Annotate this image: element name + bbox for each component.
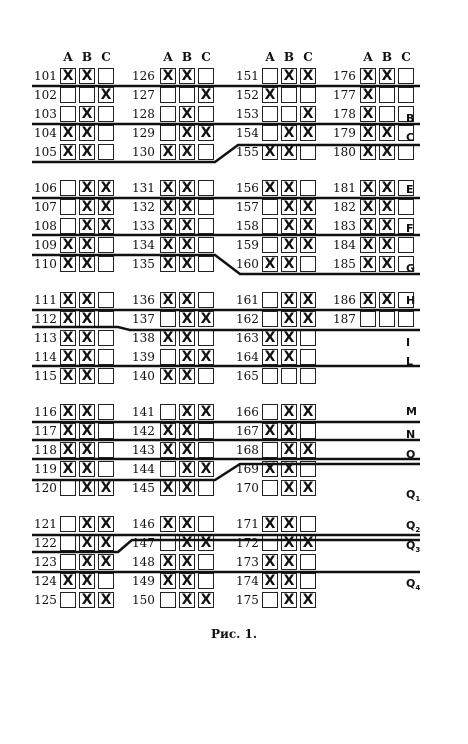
answer-box: X (198, 592, 214, 608)
group-label: $Q_1$ (406, 488, 421, 504)
row-number: 148 (132, 555, 155, 569)
group-label: O (406, 448, 416, 461)
group-label: N (406, 428, 416, 441)
answer-box: X (98, 218, 114, 234)
answer-box: X (379, 292, 395, 308)
answer-box: X (179, 461, 195, 477)
column-header: C (303, 50, 313, 64)
label-subscript: 1 (415, 495, 421, 504)
answer-box: X (179, 404, 195, 420)
answer-box: X (79, 330, 95, 346)
group-label: E (406, 183, 414, 196)
row-number: 103 (34, 107, 57, 121)
column-header: A (363, 50, 373, 64)
answer-box: X (179, 592, 195, 608)
row-number: 164 (236, 350, 259, 364)
answer-box: X (79, 180, 95, 196)
row-number: 153 (236, 107, 259, 121)
column-header: B (81, 50, 93, 64)
row-number: 151 (236, 69, 259, 83)
row-number: 135 (132, 257, 155, 271)
row-number: 180 (333, 145, 356, 159)
row-number: 139 (132, 350, 155, 364)
answer-box: X (79, 292, 95, 308)
answer-box: X (160, 516, 176, 532)
answer-box: X (79, 68, 95, 84)
group-label: G (406, 262, 416, 275)
answer-box: X (281, 144, 297, 160)
answer-box: X (300, 125, 316, 141)
row-number: 183 (333, 219, 356, 233)
column-header: A (163, 50, 173, 64)
row-number: 146 (132, 517, 155, 531)
row-number: 170 (236, 481, 259, 495)
separator-line (32, 327, 420, 330)
row-number: 182 (333, 200, 356, 214)
answer-box: X (98, 592, 114, 608)
row-number: 186 (333, 293, 356, 307)
answer-box: X (300, 68, 316, 84)
answer-box: X (79, 592, 95, 608)
answer-box: X (160, 68, 176, 84)
answer-box: X (281, 292, 297, 308)
answer-box: X (379, 218, 395, 234)
answer-box: X (60, 461, 76, 477)
row-number: 127 (132, 88, 155, 102)
row-number: 167 (236, 424, 259, 438)
row-number: 187 (333, 312, 356, 326)
column-header: A (265, 50, 275, 64)
answer-box: X (300, 292, 316, 308)
answer-box: X (198, 461, 214, 477)
row-number: 185 (333, 257, 356, 271)
column-header: A (63, 50, 73, 64)
separator-line (32, 145, 420, 162)
answer-box: X (98, 516, 114, 532)
row-number: 157 (236, 200, 259, 214)
answer-box: X (300, 106, 316, 122)
answer-box: X (98, 180, 114, 196)
answer-box: X (379, 199, 395, 215)
row-number: 112 (34, 312, 57, 326)
column-header: B (181, 50, 193, 64)
answer-box: X (179, 573, 195, 589)
row-number: 173 (236, 555, 259, 569)
answer-box: X (79, 535, 95, 551)
row-number: 120 (34, 481, 57, 495)
row-number: 118 (34, 443, 57, 457)
answer-box: X (262, 144, 278, 160)
answer-box: X (281, 480, 297, 496)
answer-box: X (79, 144, 95, 160)
answer-box: X (179, 144, 195, 160)
answer-box: X (281, 311, 297, 327)
answer-box: X (281, 256, 297, 272)
answer-box: X (79, 106, 95, 122)
answer-box: X (60, 144, 76, 160)
answer-box: X (160, 442, 176, 458)
group-label: B (406, 112, 415, 125)
answer-box: X (79, 349, 95, 365)
row-number: 166 (236, 405, 259, 419)
answer-box: X (79, 199, 95, 215)
row-number: 101 (34, 69, 57, 83)
row-number: 122 (34, 536, 57, 550)
answer-box: X (79, 368, 95, 384)
answer-box: X (179, 180, 195, 196)
row-number: 128 (132, 107, 155, 121)
row-number: 175 (236, 593, 259, 607)
answer-box: X (179, 349, 195, 365)
answer-box: X (79, 423, 95, 439)
answer-box: X (160, 180, 176, 196)
row-number: 144 (132, 462, 155, 476)
answer-box: X (60, 573, 76, 589)
row-number: 106 (34, 181, 57, 195)
answer-box: X (60, 423, 76, 439)
answer-box: X (262, 349, 278, 365)
row-number: 154 (236, 126, 259, 140)
answer-box: X (262, 87, 278, 103)
answer-box: X (300, 535, 316, 551)
group-label: C (406, 131, 415, 144)
answer-box: X (160, 256, 176, 272)
group-label: M (406, 405, 417, 418)
answer-box: X (281, 554, 297, 570)
answer-box: X (300, 480, 316, 496)
answer-box: X (60, 256, 76, 272)
answer-box: X (379, 68, 395, 84)
answer-box: X (179, 218, 195, 234)
answer-box: X (198, 404, 214, 420)
row-number: 132 (132, 200, 155, 214)
answer-box: X (160, 218, 176, 234)
answer-box: X (160, 292, 176, 308)
answer-box: X (98, 535, 114, 551)
answer-box: X (60, 237, 76, 253)
label-subscript: 4 (415, 584, 421, 593)
answer-box: X (79, 404, 95, 420)
row-number: 181 (333, 181, 356, 195)
answer-box: X (262, 554, 278, 570)
row-number: 168 (236, 443, 259, 457)
answer-box: X (179, 442, 195, 458)
answer-box: X (79, 218, 95, 234)
row-number: 172 (236, 536, 259, 550)
row-number: 119 (34, 462, 57, 476)
answer-box: X (281, 237, 297, 253)
answer-box: X (198, 535, 214, 551)
answer-box: X (300, 218, 316, 234)
row-number: 177 (333, 88, 356, 102)
group-label: F (406, 222, 414, 235)
answer-box: X (79, 442, 95, 458)
answer-box: X (160, 480, 176, 496)
group-label: H (406, 294, 416, 307)
row-number: 142 (132, 424, 155, 438)
answer-box: X (360, 256, 376, 272)
answer-box: X (179, 480, 195, 496)
answer-box: X (60, 68, 76, 84)
answer-box: X (281, 330, 297, 346)
answer-box: X (60, 292, 76, 308)
column-header: B (283, 50, 295, 64)
row-number: 117 (34, 424, 57, 438)
answer-box: X (281, 592, 297, 608)
answer-box: X (60, 442, 76, 458)
answer-box: X (179, 292, 195, 308)
answer-box: X (198, 349, 214, 365)
answer-box: X (281, 423, 297, 439)
answer-box: X (360, 144, 376, 160)
row-number: 171 (236, 517, 259, 531)
separator-line (32, 255, 420, 274)
row-number: 145 (132, 481, 155, 495)
answer-box: X (360, 87, 376, 103)
answer-box: X (60, 349, 76, 365)
answer-box: X (160, 573, 176, 589)
answer-box: X (360, 237, 376, 253)
separator-line (32, 464, 420, 480)
answer-box: X (300, 237, 316, 253)
answer-box: X (60, 368, 76, 384)
row-number: 165 (236, 369, 259, 383)
answer-box: X (281, 442, 297, 458)
answer-box: X (281, 199, 297, 215)
answer-box: X (179, 199, 195, 215)
answer-box: X (179, 330, 195, 346)
answer-box: X (160, 423, 176, 439)
answer-box: X (160, 144, 176, 160)
answer-box: X (98, 199, 114, 215)
row-number: 121 (34, 517, 57, 531)
answer-box: X (300, 592, 316, 608)
row-number: 138 (132, 331, 155, 345)
row-number: 115 (34, 369, 57, 383)
answer-box: X (79, 554, 95, 570)
answer-box: X (360, 199, 376, 215)
row-number: 104 (34, 126, 57, 140)
answer-box: X (262, 180, 278, 196)
group-label: $Q_4$ (406, 577, 421, 593)
row-number: 109 (34, 238, 57, 252)
row-number: 174 (236, 574, 259, 588)
answer-box: X (198, 87, 214, 103)
answer-box: X (379, 237, 395, 253)
row-number: 155 (236, 145, 259, 159)
row-number: 111 (34, 293, 57, 307)
row-number: 161 (236, 293, 259, 307)
answer-box: X (262, 516, 278, 532)
answer-box: X (98, 87, 114, 103)
row-number: 107 (34, 200, 57, 214)
answer-box: X (179, 68, 195, 84)
answer-box: X (300, 311, 316, 327)
row-number: 150 (132, 593, 155, 607)
group-label: $Q_3$ (406, 539, 421, 555)
row-number: 130 (132, 145, 155, 159)
answer-box: X (360, 180, 376, 196)
answer-box: X (379, 256, 395, 272)
answer-box: X (360, 218, 376, 234)
row-number: 136 (132, 293, 155, 307)
row-number: 143 (132, 443, 155, 457)
answer-box: X (98, 480, 114, 496)
row-number: 176 (333, 69, 356, 83)
answer-box: X (160, 199, 176, 215)
answer-box: X (281, 180, 297, 196)
answer-box: X (179, 368, 195, 384)
row-number: 126 (132, 69, 155, 83)
answer-box: X (179, 423, 195, 439)
row-number: 125 (34, 593, 57, 607)
answer-box: X (60, 311, 76, 327)
answer-box: X (300, 199, 316, 215)
row-number: 159 (236, 238, 259, 252)
answer-box: X (198, 311, 214, 327)
column-header: C (201, 50, 211, 64)
column-header: C (101, 50, 111, 64)
answer-box: X (79, 237, 95, 253)
answer-box: X (262, 461, 278, 477)
row-number: 113 (34, 331, 57, 345)
answer-box: X (179, 554, 195, 570)
row-number: 162 (236, 312, 259, 326)
answer-box: X (379, 180, 395, 196)
answer-box: X (79, 256, 95, 272)
row-number: 140 (132, 369, 155, 383)
answer-box: X (360, 292, 376, 308)
answer-box: X (360, 106, 376, 122)
answer-box: X (160, 330, 176, 346)
row-number: 134 (132, 238, 155, 252)
answer-box: X (179, 237, 195, 253)
answer-box: X (281, 68, 297, 84)
answer-box: X (281, 125, 297, 141)
answer-box: X (198, 125, 214, 141)
row-number: 123 (34, 555, 57, 569)
row-number: 163 (236, 331, 259, 345)
answer-box: X (179, 311, 195, 327)
answer-box: X (79, 573, 95, 589)
answer-box: X (79, 461, 95, 477)
answer-box: X (360, 68, 376, 84)
row-number: 152 (236, 88, 259, 102)
row-number: 116 (34, 405, 57, 419)
answer-box: X (179, 256, 195, 272)
answer-box: X (281, 349, 297, 365)
row-number: 114 (34, 350, 57, 364)
row-number: 160 (236, 257, 259, 271)
label-subscript: 3 (415, 546, 421, 555)
answer-box: X (60, 125, 76, 141)
answer-box: X (79, 480, 95, 496)
answer-box: X (160, 368, 176, 384)
row-number: 108 (34, 219, 57, 233)
answer-box: X (60, 404, 76, 420)
answer-box: X (262, 256, 278, 272)
answer-box: X (262, 330, 278, 346)
row-number: 156 (236, 181, 259, 195)
answer-box: X (98, 554, 114, 570)
answer-box: X (262, 573, 278, 589)
row-number: 169 (236, 462, 259, 476)
row-number: 110 (34, 257, 57, 271)
separator-line (32, 539, 421, 555)
answer-box: X (281, 516, 297, 532)
answer-box: X (179, 106, 195, 122)
row-number: 137 (132, 312, 155, 326)
answer-box: X (300, 442, 316, 458)
answer-box: X (379, 125, 395, 141)
answer-box: X (179, 535, 195, 551)
answer-box: X (281, 218, 297, 234)
row-number: 124 (34, 574, 57, 588)
row-number: 131 (132, 181, 155, 195)
answer-box: X (360, 125, 376, 141)
row-number: 147 (132, 536, 155, 550)
row-number: 184 (333, 238, 356, 252)
row-number: 102 (34, 88, 57, 102)
column-header: C (401, 50, 411, 64)
row-number: 178 (333, 107, 356, 121)
answer-box: X (179, 125, 195, 141)
answer-box: X (300, 404, 316, 420)
answer-box: X (79, 516, 95, 532)
answer-box: X (179, 516, 195, 532)
row-number: 149 (132, 574, 155, 588)
answer-box: X (79, 125, 95, 141)
answer-box: X (281, 573, 297, 589)
group-label: L (406, 355, 414, 368)
label-subscript: 2 (415, 526, 421, 535)
answer-box: X (262, 423, 278, 439)
row-number: 141 (132, 405, 155, 419)
figure-caption: Рис. 1. (210, 627, 258, 641)
group-label: I (406, 336, 411, 349)
column-header: B (381, 50, 393, 64)
answer-box: X (281, 404, 297, 420)
answer-box: X (281, 535, 297, 551)
row-number: 129 (132, 126, 155, 140)
row-number: 133 (132, 219, 155, 233)
answer-box: X (379, 144, 395, 160)
row-number: 158 (236, 219, 259, 233)
row-number: 179 (333, 126, 356, 140)
row-number: 105 (34, 145, 57, 159)
answer-box: X (60, 330, 76, 346)
answer-box: X (160, 237, 176, 253)
answer-box: X (79, 311, 95, 327)
answer-box: X (160, 554, 176, 570)
group-label: $Q_2$ (406, 519, 421, 535)
answer-box: X (281, 461, 297, 477)
